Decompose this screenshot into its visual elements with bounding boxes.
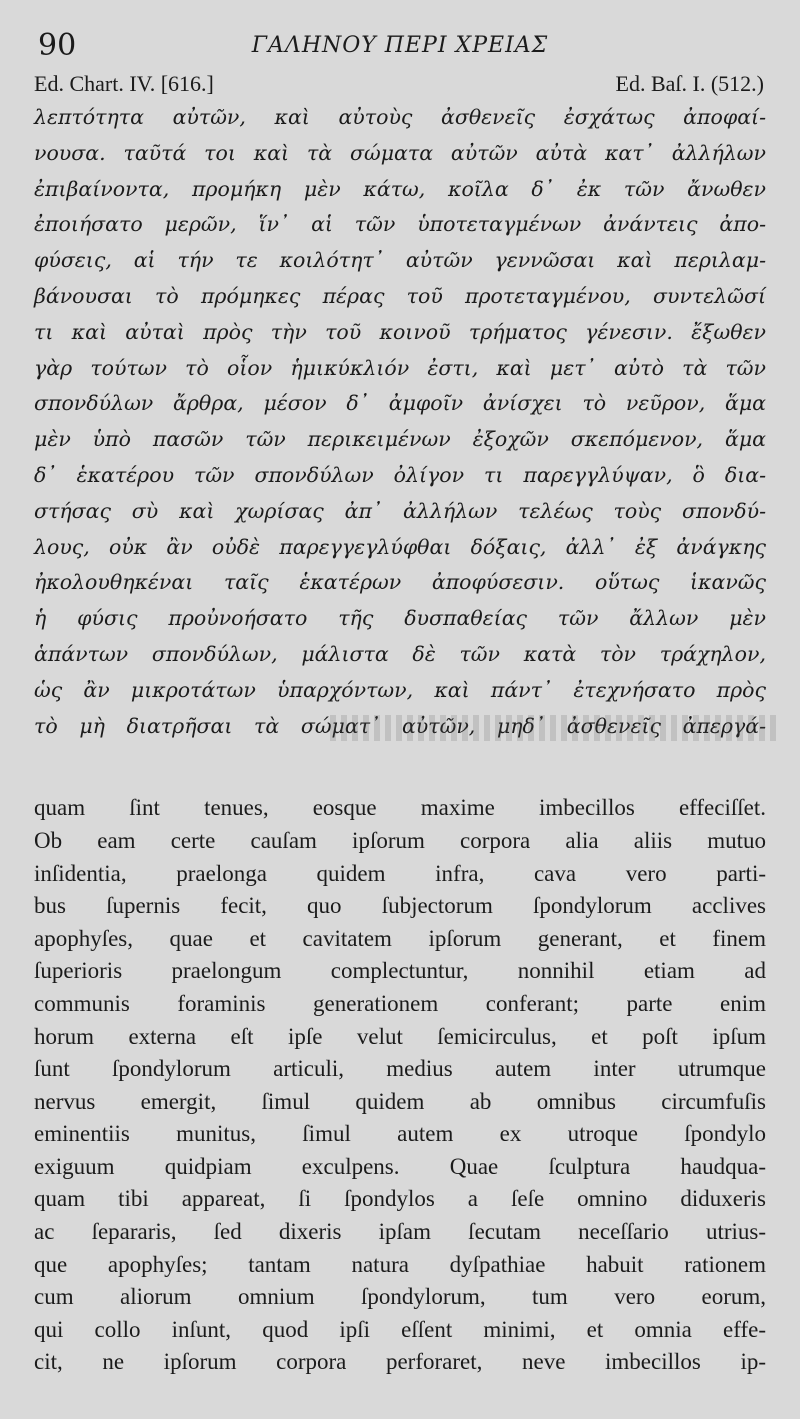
greek-text-line: φύσεις, αἱ τήν τε κοιλότητ᾽ αὐτῶν γεννῶσαι καὶ περιλαμ- [34, 248, 766, 273]
latin-text-line: cum aliorum omnium ſpondylorum, tum vero eorum, [34, 1284, 766, 1310]
latin-text-line: inſidentia, praelonga quidem infra, cava vero parti- [34, 860, 766, 886]
greek-text-line: ἁπάντων σπονδύλων, μάλιστα δὲ τῶν κατὰ τὸν τράχηλον, [34, 641, 766, 666]
show-through-bleed [330, 715, 780, 741]
greek-text-block [34, 100, 766, 744]
greek-text-line: δ᾽ ἑκατέρου τῶν σπονδύλων ὀλίγον τι παρεγγλύψαν, ὃ δια- [34, 462, 766, 487]
latin-text-line: que apophyſes; tantam natura dyſpathiae habuit rationem [34, 1251, 766, 1277]
running-title: ΓΑΛΗΝΟΥ ΠΕΡΙ ΧΡΕΙΑΣ [251, 33, 549, 58]
latin-text-line: bus ſupernis fecit, quo ſubjectorum ſpondylorum acclives [34, 893, 766, 919]
greek-text-line: τὸ μὴ διατρῆσαι τὰ σώματ᾽ αὐτῶν, μηδ᾽ ἀσθενεῖς ἀπεργά- [34, 713, 766, 738]
latin-text-line: eminentiis munitus, ſimul autem ex utroque ſpondylo [34, 1121, 766, 1147]
greek-text-line: βάνουσαι τὸ πρόμηκες πέρας τοῦ προτεταγμένου, συντελῶσί [34, 283, 766, 308]
latin-text-line: ſuperioris praelongum complectuntur, nonnihil etiam ad [34, 958, 766, 984]
greek-text-line: στήσας σὺ καὶ χωρίσας ἀπ᾽ ἀλλήλων τελέως τοὺς σπονδύ- [34, 498, 766, 523]
greek-text-line: ἐπιβαίνοντα, προμήκη μὲν κάτω, κοῖλα δ᾽ ἐκ τῶν ἄνωθεν [34, 176, 766, 201]
greek-text-line: νουσα. ταῦτά τοι καὶ τὰ σώματα αὐτῶν αὐτὰ κατ᾽ ἀλλήλων [34, 140, 766, 165]
latin-text-line: quam ſint tenues, eosque maxime imbecillos effeciſſet. [34, 795, 766, 821]
greek-text-line: τι καὶ αὐταὶ πρὸς τὴν τοῦ κοινοῦ τρήματος γένεσιν. ἔξωθεν [34, 319, 766, 344]
greek-text-line: σπονδύλων ἄρθρα, μέσον δ᾽ ἀμφοῖν ἀνίσχει τὸ νεῦρον, ἅμα [34, 391, 766, 416]
edition-reference-left: Ed. Chart. IV. [616.] [34, 71, 214, 96]
latin-text-block [34, 792, 766, 1379]
edition-reference-row [34, 70, 766, 98]
latin-text-line: communis foraminis generationem conferant; parte enim [34, 990, 766, 1016]
latin-text-line: ſunt ſpondylorum articuli, medius autem inter utrumque [34, 1056, 766, 1082]
latin-text-line: ac ſepararis, ſed dixeris ipſam ſecutam neceſſario utrius- [34, 1219, 766, 1245]
latin-text-line: quam tibi appareat, ſi ſpondylos a ſeſe omnino diduxeris [34, 1186, 766, 1212]
latin-text-line: nervus emergit, ſimul quidem ab omnibus circumfuſis [34, 1088, 766, 1114]
greek-text-line: μὲν ὑπὸ πασῶν τῶν περικειμένων ἐξοχῶν σκεπόμενον, ἅμα [34, 427, 766, 452]
greek-text-line: ἐποιήσατο μερῶν, ἵν᾽ αἱ τῶν ὑποτεταγμένων ἀνάντεις ἀπο- [34, 212, 766, 237]
page-number: 90 [38, 28, 77, 63]
greek-text-line: ἡ φύσις προὐνοήσατο τῆς δυσπαθείας τῶν ἄλλων μὲν [34, 606, 766, 631]
latin-text-line: horum externa eſt ipſe velut ſemicirculus, et poſt ipſum [34, 1023, 766, 1049]
edition-reference-right: Ed. Baſ. I. (512.) [615, 71, 764, 96]
latin-text-line: Ob eam certe cauſam ipſorum corpora alia aliis mutuo [34, 827, 766, 853]
greek-text-line: ἠκολουθηκέναι ταῖς ἑκατέρων ἀποφύσεσιν. οὕτως ἱκανῶς [34, 570, 766, 595]
greek-text-line: γὰρ τούτων τὸ οἷον ἡμικύκλιόν ἐστι, καὶ μετ᾽ αὐτὸ τὰ τῶν [34, 355, 766, 380]
latin-text-line: exiguum quidpiam exculpens. Quae ſculptura haudqua- [34, 1153, 766, 1179]
greek-text-line: λεπτότητα αὐτῶν, καὶ αὐτοὺς ἀσθενεῖς ἐσχάτως ἀποφαί- [34, 105, 766, 129]
greek-text-line: λους, οὐκ ἂν οὐδὲ παρεγγεγλύφθαι δόξαις, ἀλλ᾽ ἐξ ἀνάγκης [34, 534, 766, 559]
latin-text-line: apophyſes, quae et cavitatem ipſorum generant, et finem [34, 925, 766, 951]
greek-text-line: ὡς ἂν μικροτάτων ὑπαρχόντων, καὶ πάντ᾽ ἐτεχνήσατο πρὸς [34, 677, 766, 702]
latin-text-line: cit, ne ipſorum corpora perforaret, neve imbecillos ip- [34, 1349, 766, 1375]
running-head [34, 28, 766, 68]
latin-text-line: qui collo inſunt, quod ipſi eſſent minimi, et omnia effe- [34, 1316, 766, 1342]
